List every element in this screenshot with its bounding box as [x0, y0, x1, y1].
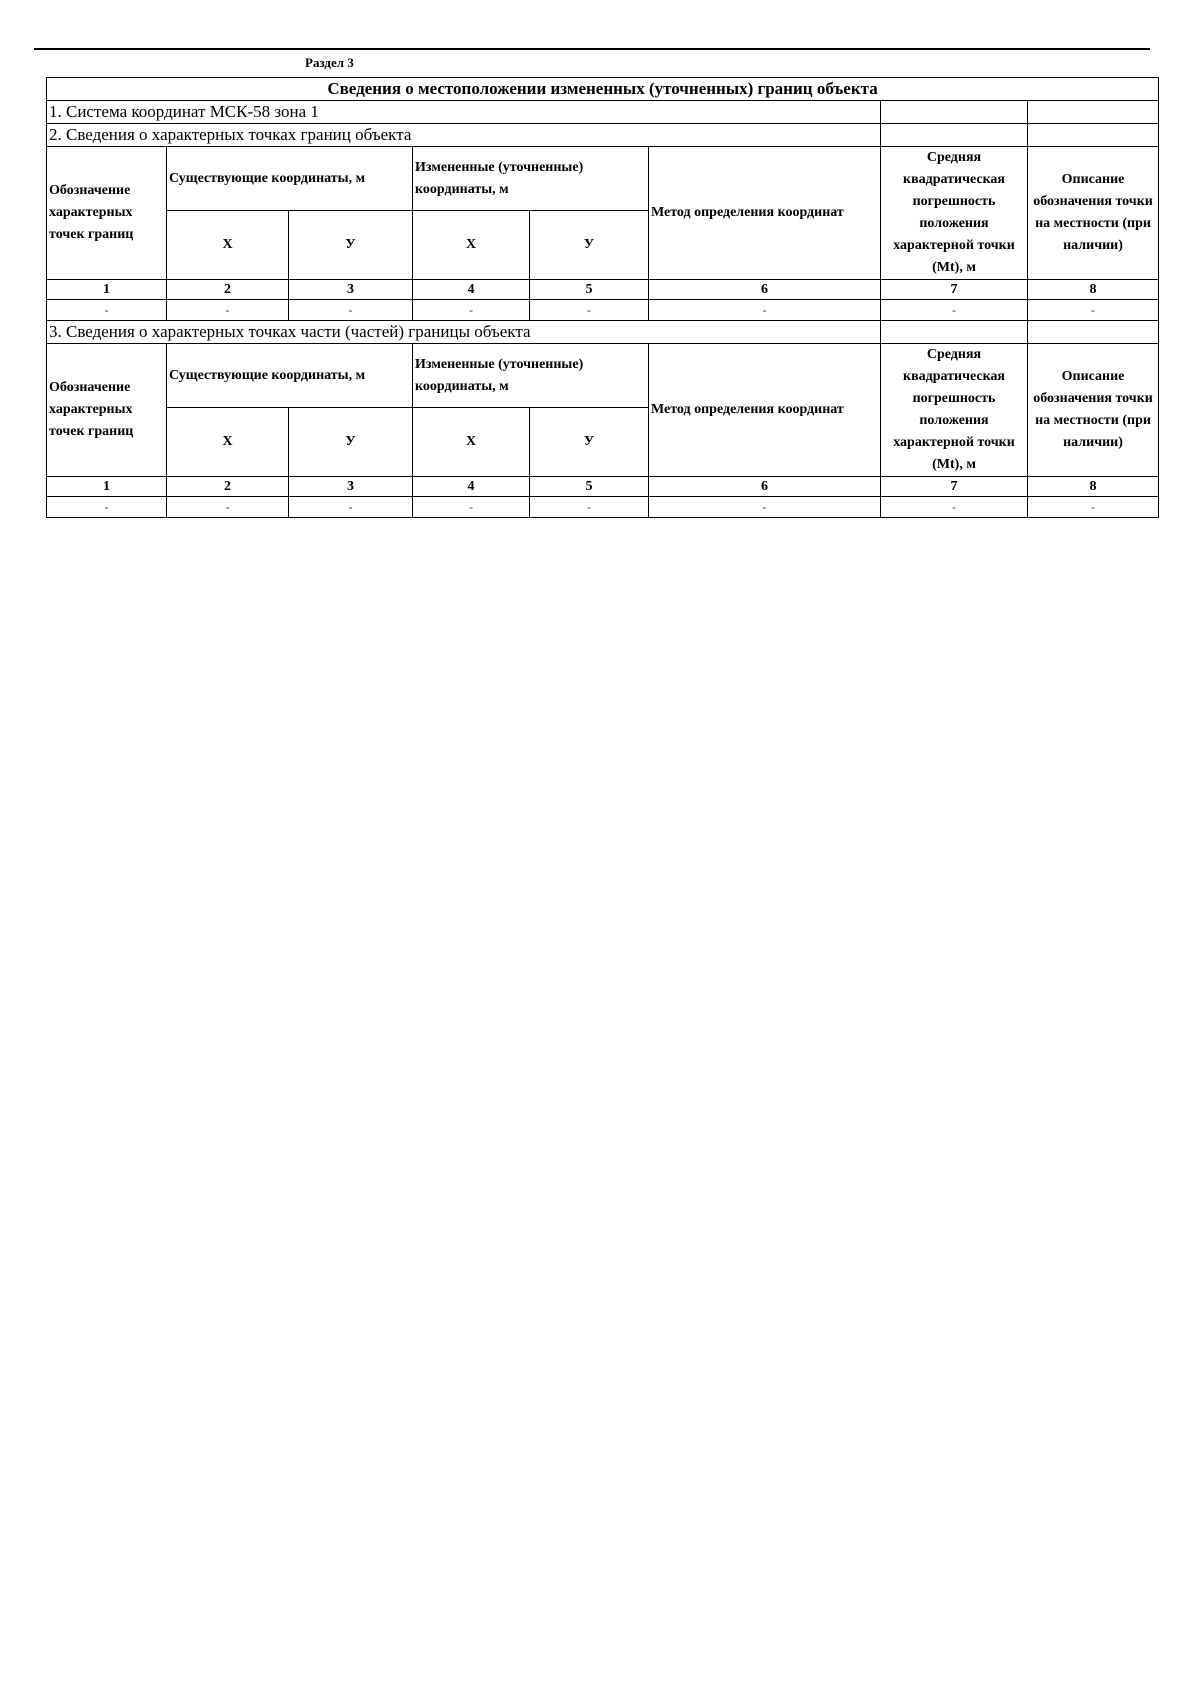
column-number: 2	[167, 477, 289, 497]
table-row	[47, 497, 1159, 518]
empty-cell	[1028, 101, 1159, 124]
column-number: 3	[289, 280, 413, 300]
column-number: 4	[413, 477, 530, 497]
section-label: Раздел 3	[305, 55, 354, 70]
table-cell: -	[649, 300, 881, 321]
table-cell: -	[167, 300, 289, 321]
table-cell: -	[47, 300, 167, 321]
column-number: 8	[1028, 280, 1159, 300]
table-cell: -	[47, 497, 167, 518]
header-changed-x: Х	[413, 408, 530, 477]
header-existing-y: У	[289, 408, 413, 477]
block3-column-numbers	[47, 477, 1159, 497]
table-cell: -	[289, 300, 413, 321]
coord-system: 1. Система координат МСК-58 зона 1	[47, 101, 881, 124]
column-number: 8	[1028, 477, 1159, 497]
table-cell: -	[289, 497, 413, 518]
table-cell: -	[413, 300, 530, 321]
block2-header-row	[47, 147, 1159, 211]
column-number: 3	[289, 477, 413, 497]
header-existing-x: Х	[167, 408, 289, 477]
header-changed-y: У	[530, 211, 649, 280]
table-cell: -	[881, 497, 1028, 518]
header-method: Метод определения координат	[649, 147, 881, 280]
header-method: Метод определения координат	[649, 344, 881, 477]
header-point-designation: Обозначение характерных точек границ	[47, 344, 167, 477]
top-rule	[34, 48, 1150, 50]
table-cell: -	[167, 497, 289, 518]
column-number: 5	[530, 477, 649, 497]
empty-cell	[881, 124, 1028, 147]
table-cell: -	[881, 300, 1028, 321]
header-existing-coords: Существующие координаты, м	[167, 344, 413, 408]
header-mean-error: Средняя квадратическая погрешность положения характерной точки (Mt), м	[881, 147, 1028, 280]
header-mean-error: Средняя квадратическая погрешность положения характерной точки (Mt), м	[881, 344, 1028, 477]
column-number: 1	[47, 280, 167, 300]
header-description: Описание обозначения точки на местности (при наличии)	[1028, 147, 1159, 280]
empty-cell	[881, 101, 1028, 124]
column-number: 1	[47, 477, 167, 497]
header-changed-x: Х	[413, 211, 530, 280]
table-cell: -	[530, 497, 649, 518]
block2-title: 2. Сведения о характерных точках границ объекта	[47, 124, 881, 147]
empty-cell	[1028, 321, 1159, 344]
table-title: Сведения о местоположении измененных (уточненных) границ объекта	[47, 78, 1159, 101]
header-changed-y: У	[530, 408, 649, 477]
column-number: 6	[649, 477, 881, 497]
table-row	[47, 300, 1159, 321]
column-number: 7	[881, 280, 1028, 300]
block3-header-row	[47, 344, 1159, 408]
table-cell: -	[530, 300, 649, 321]
table-cell: -	[1028, 497, 1159, 518]
block3-title-row	[47, 321, 1159, 344]
header-changed-coords: Измененные (уточненные) координаты, м	[413, 344, 649, 408]
header-existing-coords: Существующие координаты, м	[167, 147, 413, 211]
header-description: Описание обозначения точки на местности (при наличии)	[1028, 344, 1159, 477]
header-existing-x: Х	[167, 211, 289, 280]
column-number: 4	[413, 280, 530, 300]
column-number: 6	[649, 280, 881, 300]
column-number: 7	[881, 477, 1028, 497]
empty-cell	[881, 321, 1028, 344]
block2-column-numbers	[47, 280, 1159, 300]
coord-system-row	[47, 101, 1159, 124]
boundary-table	[46, 77, 1159, 518]
header-changed-coords: Измененные (уточненные) координаты, м	[413, 147, 649, 211]
column-number: 5	[530, 280, 649, 300]
table-cell: -	[1028, 300, 1159, 321]
table-cell: -	[413, 497, 530, 518]
header-point-designation: Обозначение характерных точек границ	[47, 147, 167, 280]
header-existing-y: У	[289, 211, 413, 280]
column-number: 2	[167, 280, 289, 300]
title-row	[47, 78, 1159, 101]
empty-cell	[1028, 124, 1159, 147]
table-cell: -	[649, 497, 881, 518]
block3-title: 3. Сведения о характерных точках части (частей) границы объекта	[47, 321, 881, 344]
block2-title-row	[47, 124, 1159, 147]
